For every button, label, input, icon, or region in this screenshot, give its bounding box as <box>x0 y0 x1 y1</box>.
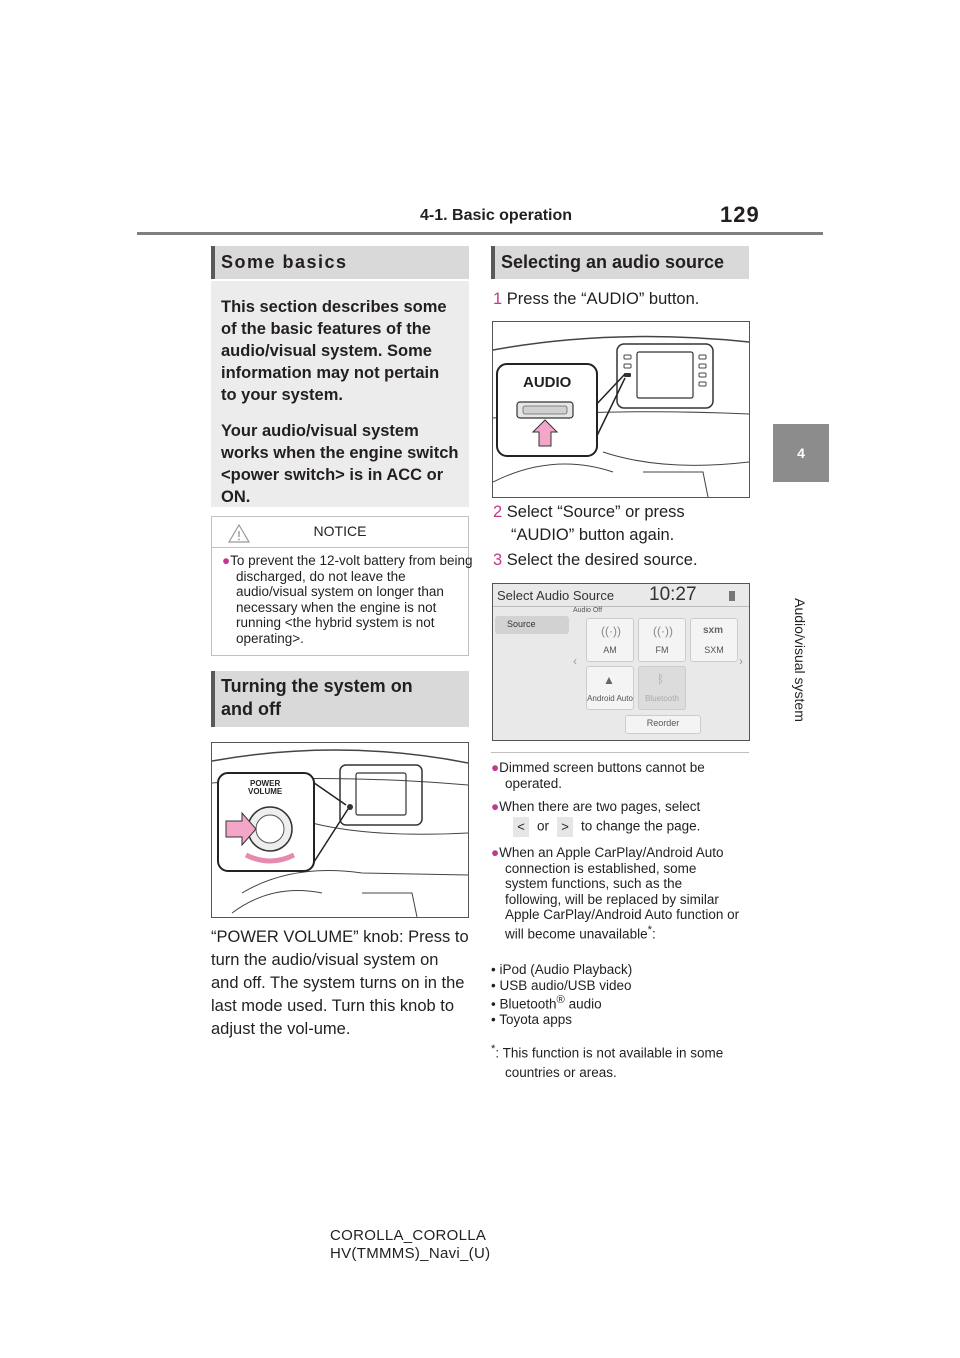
some-basics-title <box>211 246 469 279</box>
am-label: AM <box>603 645 617 655</box>
footer <box>330 1227 490 1263</box>
fm-label: FM <box>655 645 669 655</box>
note-pages <box>491 799 751 815</box>
bullet-icon: ● <box>491 799 500 814</box>
notice-heading: NOTICE <box>313 523 367 539</box>
footnote-marker: * <box>647 923 652 936</box>
radio-wave-icon: ((·)) <box>601 624 621 638</box>
chevron-left-icon: < <box>513 817 529 837</box>
selecting-title <box>491 246 749 279</box>
list-item: • iPod (Audio Playback) <box>491 962 633 977</box>
battery-icon <box>729 591 735 601</box>
note-carplay-text: When an Apple CarPlay/Android Auto connection is established, some system functions, such as the following, will be replaced by similar Apple CarPlay/Android Auto function or will become unavailable <box>499 845 740 941</box>
list-item: • Bluetooth® audio <box>491 994 602 1012</box>
note-dimmed-text: Dimmed screen buttons cannot be operated. <box>499 760 705 791</box>
bullet-icon: ● <box>491 760 500 775</box>
bullet-icon: ● <box>222 553 231 568</box>
screen-divider <box>493 606 749 607</box>
source-tab-label: Source <box>507 619 536 629</box>
intro-paragraph-1: This section describes some of the basic features of the audio/visual system. Some information may not pertain to your system. <box>221 298 447 404</box>
audio-button-figure <box>492 321 750 498</box>
header-rule <box>137 232 823 235</box>
screen-title: Select Audio Source <box>497 588 615 603</box>
step-1-number: 1 <box>493 290 503 308</box>
turning-title-line1: Turning the system on <box>221 676 413 696</box>
notice-item-text: To prevent the 12-volt battery from being discharged, do not leave the audio/visual system on longer than necessary when the engine is not running <the hybrid system is not operating>. <box>230 553 473 646</box>
notes-divider <box>491 752 749 753</box>
volume-label: VOLUME <box>248 787 283 796</box>
notice-item <box>222 553 476 646</box>
radio-wave-icon: ((·)) <box>653 624 673 638</box>
reorder-button[interactable] <box>625 715 701 734</box>
step-1 <box>493 288 751 311</box>
step-2-text: Select “Source” or press “AUDIO” button again. <box>506 503 685 544</box>
list-item-text: Toyota apps <box>499 1012 573 1027</box>
dashboard-illustration <box>212 743 468 917</box>
affected-functions-list <box>491 962 741 1028</box>
list-item: • Toyota apps <box>491 1012 573 1027</box>
step-3 <box>493 549 751 572</box>
note-dimmed <box>491 760 751 791</box>
chapter-tab: 4 <box>773 424 829 482</box>
list-item-text: iPod (Audio Playback) <box>499 962 633 977</box>
audio-off-label: Audio Off <box>573 607 603 614</box>
power-volume-figure <box>211 742 469 918</box>
step-1-text: Press the “AUDIO” button. <box>506 290 700 308</box>
footer-line1: COROLLA_COROLLA <box>330 1227 487 1244</box>
page-number: 129 <box>720 202 760 227</box>
section-header: 4-1. Basic operation <box>420 207 573 224</box>
android-auto-label: Android Auto <box>587 694 633 703</box>
chevron-right-icon: > <box>557 817 573 837</box>
intro-paragraph-2: Your audio/visual system works when the engine switch <power switch> is in ACC or ON. <box>221 422 459 506</box>
sxm-button[interactable] <box>690 618 738 662</box>
notice-box <box>211 516 473 656</box>
list-item-suffix: audio <box>564 996 602 1012</box>
chapter-title: Audio/visual system <box>792 598 808 722</box>
step-2 <box>493 501 751 547</box>
sxm-label: SXM <box>704 645 724 655</box>
page-next-icon[interactable]: › <box>739 654 743 668</box>
bullet-icon: ● <box>491 845 500 860</box>
step-3-number: 3 <box>493 551 503 569</box>
notice-divider <box>212 547 468 548</box>
turning-title-line2: and off <box>221 699 281 719</box>
am-button[interactable] <box>586 618 634 662</box>
turning-title <box>211 671 469 727</box>
android-auto-icon: ▲ <box>603 673 615 687</box>
bluetooth-icon: ᛒ <box>657 672 665 686</box>
some-basics-intro <box>211 281 469 507</box>
page-prev-icon[interactable]: ‹ <box>573 654 577 668</box>
registered-mark: ® <box>556 994 565 1006</box>
audio-dashboard-illustration <box>493 322 749 497</box>
step-3-text: Select the desired source. <box>506 551 698 569</box>
list-item-text: Bluetooth <box>499 996 557 1012</box>
footer-line2: HV(TMMMS)_Navi_(U) <box>330 1245 491 1262</box>
note-carplay-end: : <box>651 926 656 941</box>
note-pages-text: When there are two pages, select <box>499 799 701 814</box>
power-volume-description: “POWER VOLUME” knob: Press to turn the audio/visual system on and off. The system turns on in the last mode used. Turn this knob to adjust the vol-ume. <box>211 928 469 1038</box>
bluetooth-button[interactable] <box>638 666 686 710</box>
list-item-text: USB audio/USB video <box>499 977 632 993</box>
audio-source-screen <box>492 583 750 741</box>
audio-label: AUDIO <box>523 374 572 391</box>
selecting-title-text: Selecting an audio source <box>501 252 725 272</box>
android-auto-button[interactable] <box>586 666 634 710</box>
step-2-number: 2 <box>493 503 503 521</box>
footnote-text: : This function is not available in some countries or areas. <box>495 1045 724 1080</box>
fm-button[interactable] <box>638 618 686 662</box>
footnote <box>491 1040 741 1082</box>
bluetooth-label: Bluetooth <box>645 694 679 703</box>
screen-time: 10:27 <box>649 584 697 605</box>
footnote-asterisk: * <box>491 1043 496 1055</box>
power-label: POWER <box>250 779 281 788</box>
note-pages-post: to change the page. <box>581 818 701 834</box>
list-item: • USB audio/USB video <box>491 977 632 993</box>
some-basics-title-text: Some basics <box>221 252 348 272</box>
note-pages-line2 <box>505 817 751 837</box>
note-carplay <box>491 845 741 942</box>
source-tab[interactable] <box>495 616 569 634</box>
note-pages-or: or <box>537 818 550 834</box>
reorder-label: Reorder <box>646 718 680 728</box>
sxm-logo-icon: sxm <box>703 625 724 636</box>
